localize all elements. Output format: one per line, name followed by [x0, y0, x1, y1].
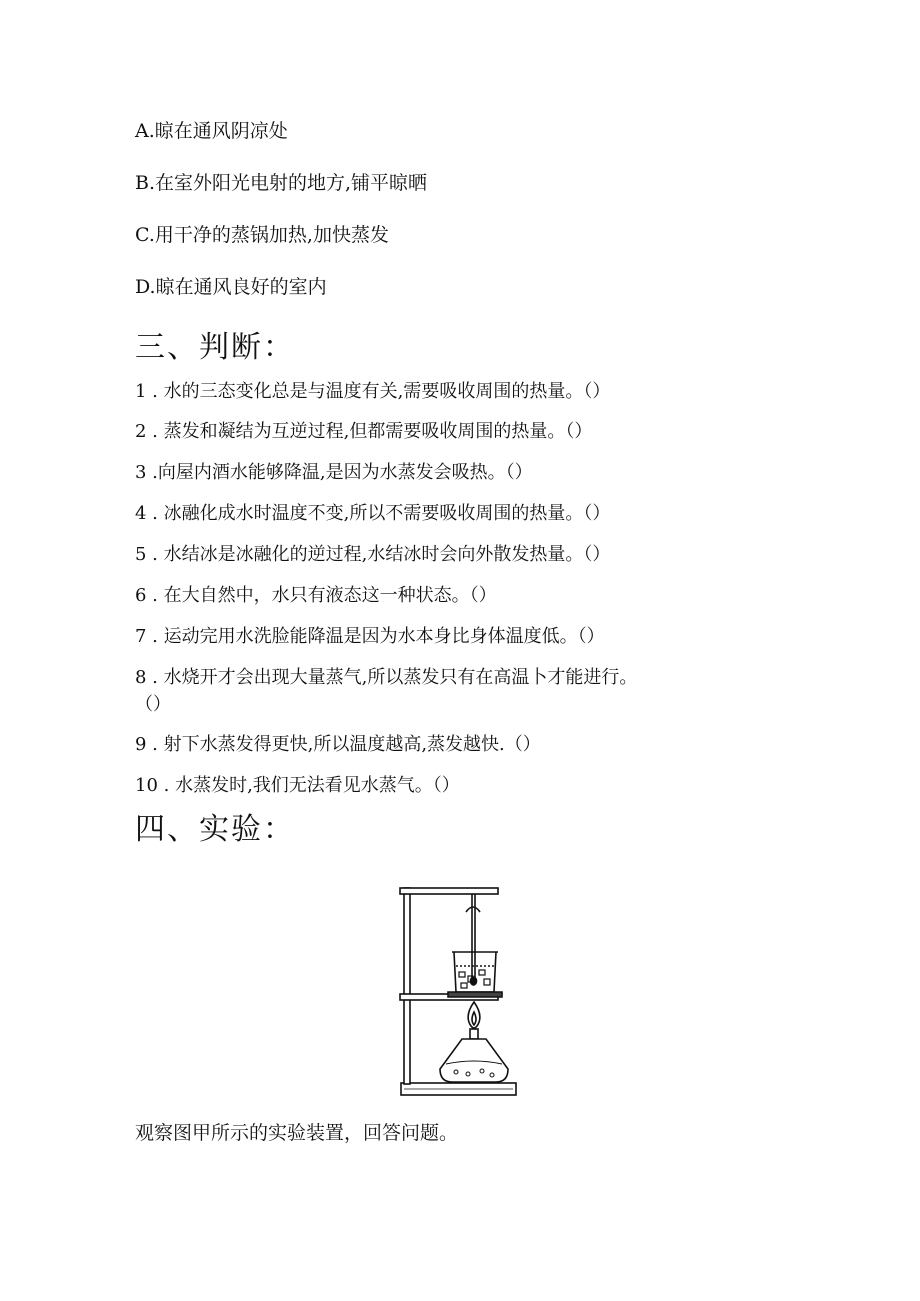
question-5: 5 . 水结冰是冰融化的逆过程,水结冰时会向外散发热量。（） [135, 544, 611, 565]
question-2: 2 . 蒸发和凝结为互逆过程,但都需要吸收周围的热量。（） [135, 421, 593, 442]
question-7: 7 . 运动完用水洗脸能降温是因为水本身比身体温度低。（） [135, 626, 605, 647]
question-6: 6 . 在大自然中，水只有液态这一种状态。（） [135, 585, 497, 606]
question-1: 1 . 水的三态变化总是与温度有关,需要吸收周围的热量。（） [135, 381, 611, 402]
section4-heading: 四、实验： [135, 812, 295, 847]
question-8: 8 . 水烧开才会出现大量蒸气,所以蒸发只有在高温卜才能进行。 [135, 667, 638, 688]
lab-apparatus-icon [396, 884, 521, 1104]
option-d: D.晾在通风良好的室内 [135, 276, 327, 298]
section3-heading: 三、判断： [135, 330, 295, 365]
question-4: 4 . 冰融化成水时温度不变,所以不需要吸收周围的热量。（） [135, 503, 611, 524]
question-10: 10 . 水蒸发时,我们无法看见水蒸气。（） [135, 775, 460, 796]
option-a: A.晾在通风阴凉处 [135, 120, 288, 142]
question-3: 3 .向屋内酒水能够降温,是因为水蒸发会吸热。（） [135, 462, 533, 483]
question-9: 9 . 射下水蒸发得更快,所以温度越高,蒸发越快.（） [135, 734, 541, 755]
option-c: C.用干净的蒸锅加热,加快蒸发 [135, 224, 389, 246]
figure-caption: 观察图甲所示的实验装置，回答问题。 [135, 1122, 459, 1144]
question-8-bracket: （） [135, 694, 171, 715]
option-b: B.在室外阳光电射的地方,铺平晾晒 [135, 172, 428, 194]
